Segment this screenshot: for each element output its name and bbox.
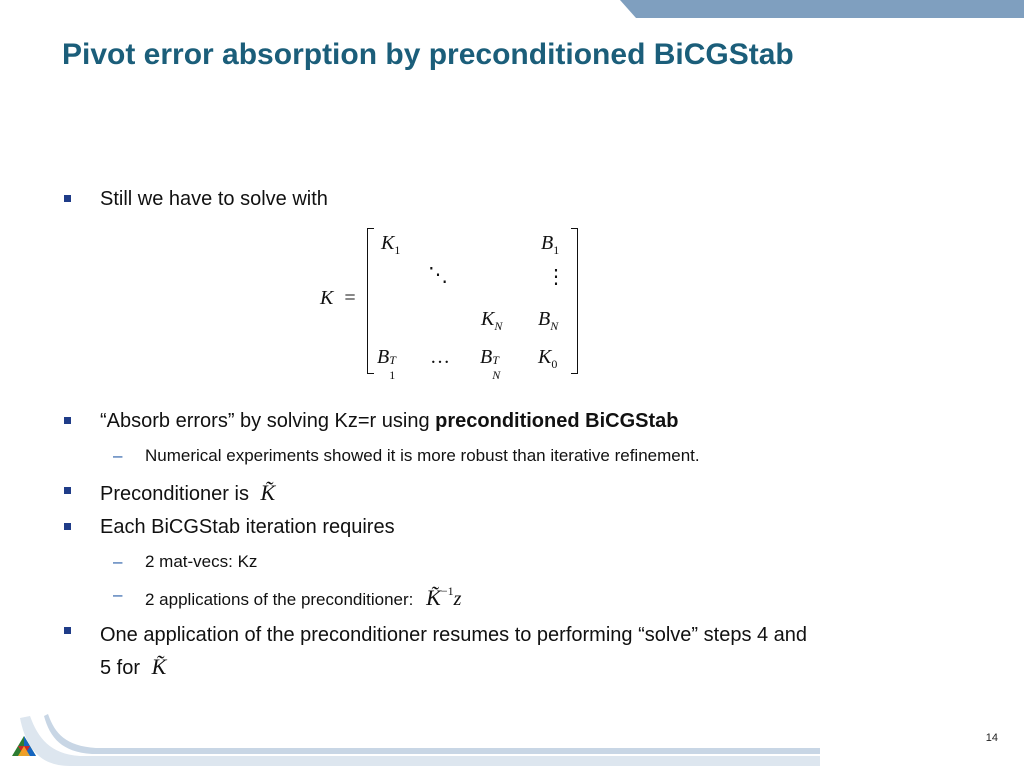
- cell-bn: $B_N$: [538, 308, 559, 333]
- bullet-text-one-application: One application of the preconditioner resumes to performing “solve” steps 4 and 5 for K̃: [100, 624, 808, 679]
- page-number: 14: [985, 732, 998, 744]
- bullet-text-absorb-errors: “Absorb errors” by solving Kz=r using preconditioned BiCGStab: [100, 410, 679, 432]
- bullet-text-bicgstab-iteration: Each BiCGStab iteration requires: [100, 516, 395, 538]
- bullet-marker: [64, 523, 71, 530]
- ktilde-inverse-z: K̃$^{-1}$z: [426, 584, 462, 610]
- cell-b1t: B T 1: [377, 346, 396, 382]
- bullet-marker: [64, 195, 71, 202]
- cell-k1: $K_1$: [381, 232, 401, 257]
- cell-hdots: …: [430, 346, 450, 368]
- left-bracket: [367, 228, 374, 374]
- sub-bullet-dash: –: [113, 585, 123, 604]
- header-band: [0, 0, 1024, 18]
- sub-bullet-mat-vecs: 2 mat-vecs: Kz: [145, 552, 258, 571]
- footer-logo-swoosh: [0, 708, 820, 768]
- bullet-marker: [64, 417, 71, 424]
- cell-b1: $B_1$: [541, 232, 560, 257]
- right-bracket: [571, 228, 578, 374]
- ktilde-symbol: K̃: [260, 480, 276, 505]
- bullet-marker: [64, 627, 71, 634]
- bullet-marker: [64, 487, 71, 494]
- bullet-text-preconditioner: Preconditioner is K̃: [100, 480, 276, 505]
- sub-bullet-preconditioner-applications: 2 applications of the preconditioner: K̃$^{-1}$z: [145, 584, 462, 610]
- sub-bullet-numerical-experiments: Numerical experiments showed it is more robust than iterative refinement.: [145, 446, 700, 465]
- bullet-text-still-solve: Still we have to solve with: [100, 188, 328, 210]
- bold-preconditioned-bicgstab: preconditioned BiCGStab: [435, 410, 679, 432]
- cell-vdots: ⋮: [546, 266, 566, 288]
- cell-kn: $K_N$: [481, 308, 503, 333]
- matrix-lhs: K: [320, 287, 334, 309]
- cell-ddots: ⋱: [428, 264, 448, 286]
- slide-title: Pivot error absorption by preconditioned BiCGStab: [62, 38, 794, 71]
- sub-bullet-dash: –: [113, 552, 123, 571]
- ktilde-symbol: K̃: [151, 654, 167, 679]
- cell-bnt: B T N: [480, 346, 501, 382]
- cell-k0: $K_0$: [538, 346, 558, 371]
- sub-bullet-dash: –: [113, 446, 123, 465]
- matrix-equals: =: [344, 287, 356, 309]
